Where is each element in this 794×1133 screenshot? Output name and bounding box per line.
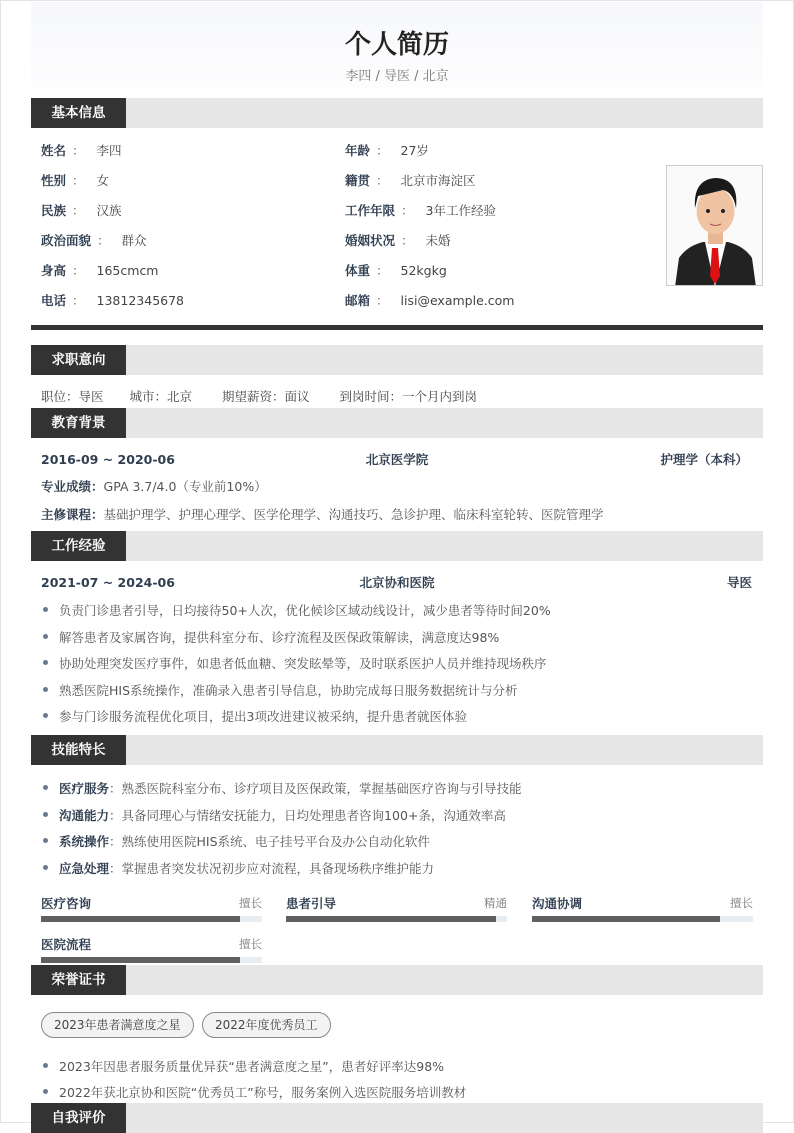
- info-label: 性别: [41, 173, 67, 188]
- intent-city: 城市：北京: [129, 389, 193, 404]
- info-value: 52kgkg: [400, 263, 447, 278]
- edu-period: 2016-09 ~ 2020-06: [41, 452, 175, 467]
- section-title: 求职意向: [31, 345, 126, 375]
- info-colon: ：: [376, 143, 389, 158]
- work-period: 2021-07 ~ 2024-06: [41, 575, 175, 590]
- section-title: 技能特长: [31, 735, 126, 765]
- skill-bar-name: 医疗咨询: [41, 896, 92, 911]
- job-intent-row: [41, 389, 477, 405]
- page-subtitle: 李四 / 导医 / 北京: [345, 69, 449, 84]
- info-colon: ：: [72, 203, 85, 218]
- section-basic-info: [31, 98, 763, 128]
- info-value: 13812345678: [96, 293, 185, 308]
- section-work: [31, 531, 763, 561]
- skill-progress-fill: [41, 957, 240, 963]
- skill-progress-track: [41, 957, 262, 963]
- intent-arrival: 到岗时间：一个月内到岗: [339, 389, 478, 404]
- skill-bar-name: 沟通协调: [532, 896, 583, 911]
- skill-bar-name: 患者引导: [286, 896, 337, 911]
- info-label: 民族: [41, 203, 67, 218]
- info-left-4: [41, 263, 159, 279]
- honor-tag: 2023年患者满意度之星: [41, 1012, 194, 1038]
- skill-bar-level: 擅长: [239, 937, 262, 951]
- skill-bar: [41, 935, 262, 953]
- skill-progress-track: [532, 916, 753, 922]
- section-title: 自我评价: [31, 1103, 126, 1133]
- info-label: 籍贯: [345, 173, 371, 188]
- work-bullet: 熟悉医院HIS系统操作，准确录入患者引导信息，协助完成每日服务数据统计与分析: [41, 681, 551, 708]
- section-title: 教育背景: [31, 408, 126, 438]
- skill-bullet: [41, 806, 522, 833]
- honor-bullet: 2022年获北京协和医院“优秀员工”称号，服务案例入选医院服务培训教材: [41, 1083, 466, 1109]
- honor-tag: 2022年度优秀员工: [202, 1012, 331, 1038]
- info-left-2: [41, 203, 122, 219]
- honor-bullet: 2023年因患者服务质量优异获“患者满意度之星”，患者好评率达98%: [41, 1057, 466, 1083]
- info-colon: ：: [376, 263, 389, 278]
- info-colon: ：: [97, 233, 110, 248]
- section-job-intent: [31, 345, 763, 375]
- skill-progress-fill: [532, 916, 720, 922]
- info-left-0: [41, 143, 122, 159]
- info-value: lisi@example.com: [400, 293, 515, 308]
- skill-bar: [532, 894, 753, 912]
- info-value: 李四: [96, 143, 122, 158]
- work-role: 导医: [726, 575, 752, 590]
- skill-bar-level: 擅长: [239, 896, 262, 910]
- info-value: 北京市海淀区: [400, 173, 476, 188]
- skill-bullet: [41, 779, 522, 806]
- info-label: 姓名: [41, 143, 67, 158]
- grade-label: 专业成绩：: [41, 479, 104, 494]
- skill-sep: ：: [109, 834, 122, 850]
- info-label: 电话: [41, 293, 67, 308]
- info-value: 165cmcm: [96, 263, 159, 278]
- info-colon: ：: [72, 143, 85, 158]
- skill-text: 具备同理心与情绪安抚能力，日均处理患者咨询100+条，沟通效率高: [121, 807, 506, 823]
- info-right-3: [345, 233, 451, 249]
- skill-label: 系统操作: [59, 834, 110, 850]
- intent-position: 职位：导医: [41, 389, 104, 404]
- info-value: 群众: [121, 233, 147, 248]
- courses-label: 主修课程：: [41, 507, 104, 522]
- skill-bar: [41, 894, 262, 912]
- skill-text: 熟悉医院科室分布、诊疗项目及医保政策，掌握基础医疗咨询与引导技能: [121, 781, 522, 796]
- info-colon: ：: [401, 233, 414, 248]
- info-left-1: [41, 173, 109, 189]
- grade-value: GPA 3.7/4.0（专业前10%）: [103, 479, 267, 494]
- section-self-eval: [31, 1103, 763, 1133]
- divider: [31, 325, 763, 330]
- skill-bar-level: 擅长: [730, 896, 753, 910]
- section-title: 基本信息: [31, 98, 126, 128]
- info-value: 27岁: [400, 143, 429, 158]
- info-colon: ：: [72, 173, 85, 188]
- page-title: 个人简历: [344, 30, 449, 60]
- skill-bar-level: 精通: [484, 896, 507, 910]
- info-value: 3年工作经验: [425, 203, 496, 218]
- info-label: 邮箱: [345, 293, 371, 308]
- skill-sep: ：: [109, 781, 122, 796]
- skill-bullet: [41, 832, 522, 859]
- info-colon: ：: [401, 203, 414, 218]
- skill-bar-name: 医院流程: [41, 937, 92, 952]
- info-left-5: [41, 293, 184, 309]
- work-bullet: 协助处理突发医疗事件，如患者低血糖、突发眩晕等，及时联系医护人员并维持现场秩序: [41, 654, 551, 681]
- skill-label: 沟通能力: [59, 807, 110, 823]
- work-bullet: 参与门诊服务流程优化项目，提出3项改进建议被采纳，提升患者就医体验: [41, 707, 551, 734]
- skill-text: 熟练使用医院HIS系统、电子挂号平台及办公自动化软件: [121, 834, 431, 850]
- section-title: 工作经验: [31, 531, 126, 561]
- work-company: 北京协和医院: [359, 575, 435, 590]
- info-right-5: [345, 293, 514, 309]
- skill-text: 掌握患者突发状况初步应对流程，具备现场秩序维护能力: [121, 861, 435, 877]
- intent-salary: 期望薪资：面议: [222, 389, 310, 404]
- section-title: 荣誉证书: [31, 965, 126, 995]
- skill-progress-fill: [41, 916, 240, 922]
- section-honors: [31, 965, 763, 995]
- info-value: 汉族: [96, 203, 122, 218]
- edu-school: 北京医学院: [365, 452, 429, 467]
- edu-major: 护理学（本科）: [660, 452, 748, 467]
- info-label: 身高: [41, 263, 67, 278]
- info-label: 体重: [345, 263, 371, 278]
- skill-progress-track: [41, 916, 262, 922]
- info-right-0: [345, 143, 429, 159]
- resume-header: [31, 2, 763, 88]
- info-right-2: [345, 203, 496, 219]
- info-label: 政治面貌: [41, 233, 92, 248]
- info-left-3: [41, 233, 147, 249]
- skill-label: 医疗服务: [59, 781, 110, 796]
- work-bullet: 解答患者及家属咨询，提供科室分布、诊疗流程及医保政策解读，满意度达98%: [41, 628, 551, 655]
- info-colon: ：: [72, 293, 85, 308]
- info-value: 女: [96, 173, 110, 188]
- skill-progress-fill: [286, 916, 496, 922]
- info-value: 未婚: [425, 233, 451, 248]
- info-right-4: [345, 263, 447, 279]
- section-skills: [31, 735, 763, 765]
- skill-label: 应急处理: [59, 861, 110, 877]
- info-label: 年龄: [345, 143, 371, 158]
- info-colon: ：: [72, 263, 85, 278]
- section-education: [31, 408, 763, 438]
- info-label: 工作年限: [345, 203, 396, 218]
- skill-bar: [286, 894, 507, 912]
- info-colon: ：: [376, 293, 389, 308]
- skill-progress-track: [286, 916, 507, 922]
- profile-photo: [666, 165, 763, 286]
- skill-sep: ：: [109, 861, 122, 877]
- info-label: 婚姻状况: [345, 233, 396, 248]
- info-colon: ：: [376, 173, 389, 188]
- skill-sep: ：: [109, 807, 122, 823]
- work-bullet: 负责门诊患者引导，日均接待50+人次，优化候诊区域动线设计，减少患者等待时间20%: [41, 601, 551, 628]
- courses-value: 基础护理学、护理心理学、医学伦理学、沟通技巧、急诊护理、临床科室轮转、医院管理学: [103, 507, 604, 522]
- info-right-1: [345, 173, 476, 189]
- skill-bullet: [41, 859, 522, 886]
